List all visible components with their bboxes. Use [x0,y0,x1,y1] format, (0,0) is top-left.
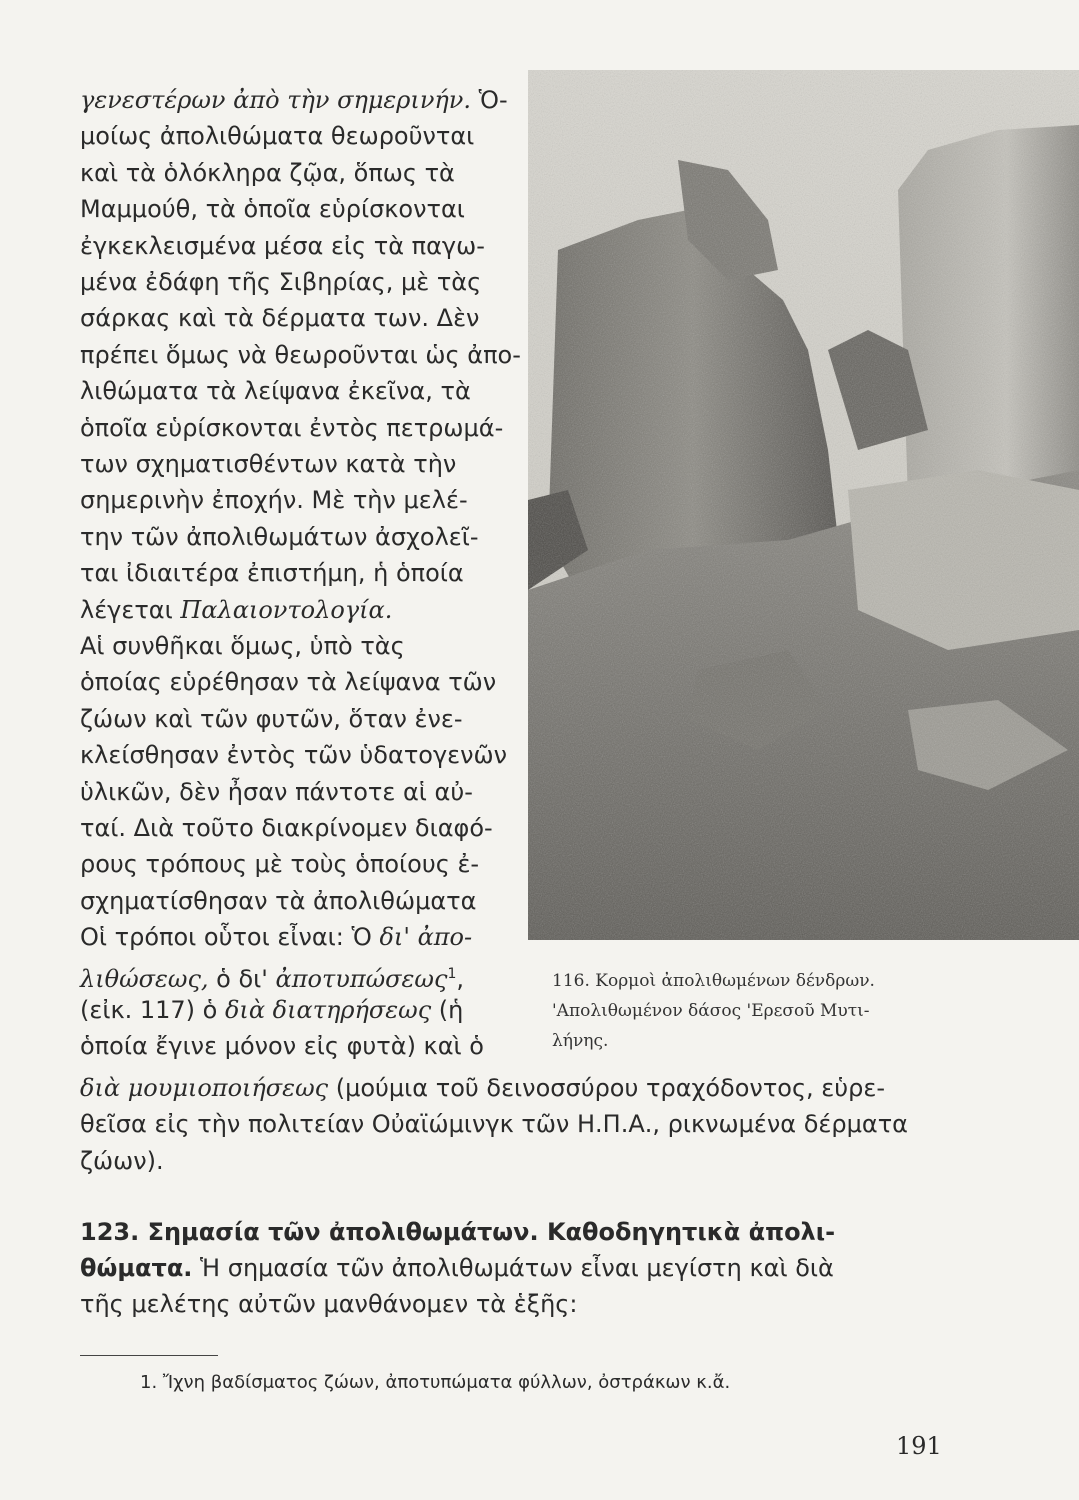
body-text-pre: λιθώματα τὰ λείψανα ἐκεῖνα, τὰ [80,377,471,406]
full-text-line [80,1106,942,1142]
body-text-line [80,373,512,409]
body-text-line [80,82,512,118]
body-text-ital: γενεστέρων ἀπὸ τὴν σημερινήν. [80,86,472,114]
body-text-post: ὁ δι' [208,964,276,993]
body-text-pre: των σχηματισθέντων κατὰ τὴν [80,450,457,478]
body-text-pre: ται ἰδιαιτέρα ἐπιστήμη, ἡ ὁποία [80,559,464,588]
section-heading-line1: 123. Σημασία τῶν ἀπολιθωμάτων. Καθοδηγητικὰ ἀπολι- [80,1218,836,1246]
full-text-pre: ζώων). [80,1146,164,1175]
body-text-line [80,446,512,482]
body-text-line [80,992,512,1028]
body-text-pre: λέγεται [80,595,181,624]
body-text-post: Ὁ- [471,86,508,114]
body-text-ital: διὰ διατηρήσεως [224,996,432,1024]
body-text-pre: σχηματίσθησαν τὰ ἀπολιθώματα [80,886,477,915]
body-text-line [80,810,512,846]
figure-caption-line3: λήνης. [552,1031,609,1051]
body-text-pre: Μαμμούθ, τὰ ὁποῖα εὑρίσκονται [80,195,465,224]
body-text-line [80,1028,512,1064]
body-text-line [80,337,521,373]
body-text-line [80,774,512,810]
body-text-line [80,264,512,300]
figure-caption-line2: 'Απολιθωμένον δάσος 'Ερεσοῦ Μυτι- [552,1001,870,1021]
body-text-pre: μοίως ἀπολιθώματα θεωροῦνται [80,122,475,151]
footnote: 1. Ἴχνη βαδίσματος ζώων, ἀποτυπώματα φύλλων, ὀστράκων κ.ἄ. [140,1372,731,1393]
body-text-line [80,737,512,773]
section-text-line1 [80,1250,942,1286]
section-text-line2: τῆς μελέτης αὐτῶν μανθάνομεν τὰ ἑξῆς: [80,1290,578,1318]
body-text-ital: Παλαιοντολογία. [180,595,393,624]
page-number: 191 [896,1432,942,1460]
petrified-trunks-photo [528,70,1079,940]
body-text-pre: ὑλικῶν, δὲν ἦσαν πάντοτε αἱ αὐ- [80,777,473,806]
body-text-post: (ἡ [431,996,464,1024]
photo-illustration [528,70,1079,940]
body-text-line [80,191,512,227]
body-text-line [80,701,512,737]
section-body-1: Ἡ σημασία τῶν ἀπολιθωμάτων εἶναι μεγίστη καὶ διὰ [192,1254,834,1282]
body-text-pre: την τῶν ἀπολιθωμάτων ἀσχολεῖ- [80,522,479,551]
body-text-line [80,956,512,997]
body-text-line [80,592,512,628]
section-heading-line2: θώματα. [80,1254,193,1282]
body-text-post-extra: , [456,964,465,993]
figure-caption-line1: 116. Κορμοὶ ἀπολιθωμένων δένδρων. [552,971,875,991]
body-text-line [80,410,512,446]
body-text-line [80,664,512,700]
body-text-line [80,300,512,336]
body-text-pre: καὶ τὰ ὁλόκληρα ζῷα, ὅπως τὰ [80,158,455,187]
body-text-pre: ὁποία ἔγινε μόνον εἰς φυτὰ) καὶ ὁ [80,1032,484,1061]
body-text-pre: Αἱ συνθῆκαι ὅμως, ὑπὸ τὰς [80,632,405,660]
body-text-pre: ἐγκεκλεισμένα μέσα εἰς τὰ παγω- [80,231,485,260]
full-text-line [80,1143,942,1179]
body-text-ital: δι' ἀπο- [379,923,473,952]
body-text-pre: Οἱ τρόποι οὗτοι εἶναι: Ὁ [80,923,380,952]
body-text-line [80,519,512,555]
body-text-line [80,155,512,191]
footnote-rule [80,1355,218,1356]
full-text-line [80,1070,942,1106]
body-text-line [80,228,512,264]
body-text-line [80,883,512,919]
body-text-line [80,555,512,591]
body-text-pre: ρους τρόπους μὲ τοὺς ὁποίους ἐ- [80,850,480,879]
body-text-pre: ταί. Διὰ τοῦτο διακρίνομεν διαφό- [80,814,493,842]
body-text-ital: λιθώσεως, [80,964,209,993]
body-text-pre: ὁποίας εὑρέθησαν τὰ λείψανα τῶν [80,668,497,697]
body-text-pre: ζώων καὶ τῶν φυτῶν, ὅταν ἐνε- [80,704,463,733]
footnote-ref: 1 [447,965,457,982]
body-text-line [80,919,512,955]
body-text-line [80,482,512,518]
body-text-pre: κλείσθησαν ἐντὸς τῶν ὑδατογενῶν [80,741,508,770]
body-text-pre: πρέπει ὅμως νὰ θεωροῦνται ὡς ἀπο- [80,340,521,369]
body-text-pre: ὁποῖα εὑρίσκονται ἐντὸς πετρωμά- [80,413,504,442]
body-text-line [80,628,512,664]
body-text-pre: σημερινὴν ἐποχήν. Μὲ τὴν μελέ- [80,486,468,515]
body-text-ital-extra: ἀποτυπώσεως [275,964,448,993]
body-text-pre: σάρκας καὶ τὰ δέρματα των. Δὲν [80,304,480,333]
body-text-pre: μένα ἐδάφη τῆς Σιβηρίας, μὲ τὰς [80,268,482,296]
body-text-line [80,846,512,882]
body-text-line [80,118,512,154]
full-text-ital: διὰ μουμιοποιήσεως [80,1074,329,1102]
full-text-pre: θεῖσα εἰς τὴν πολιτείαν Οὐαϊώμινγκ τῶν Η.Π.Α., ρικνωμένα δέρματα [80,1110,908,1139]
body-text-pre: (εἰκ. 117) ὁ [80,996,225,1024]
full-text-post: (μούμια τοῦ δεινοσσύρου τραχόδοντος, εὑρε- [328,1074,886,1102]
section-heading [80,1214,942,1250]
